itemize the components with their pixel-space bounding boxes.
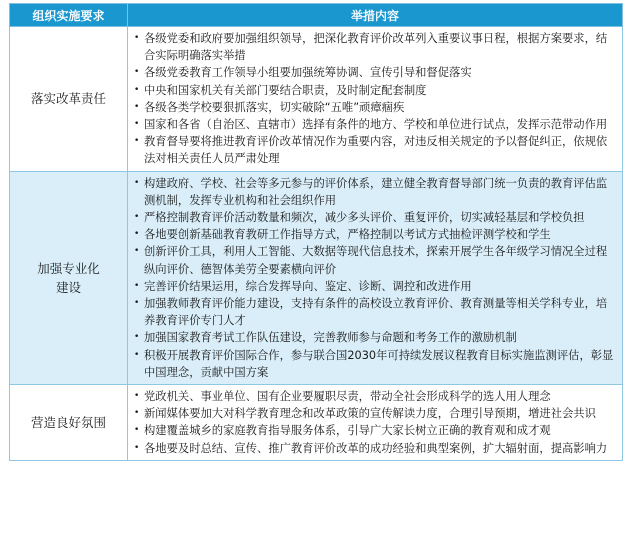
table-row	[10, 171, 623, 384]
header-requirement: 组织实施要求	[10, 4, 128, 27]
list-item: • 各级党委和政府要加强组织领导，把深化教育评价改革列入重要议事日程，根据方案要求，结合实际明确落实举措	[134, 30, 616, 64]
category-cell	[10, 171, 128, 384]
table-row	[10, 385, 623, 461]
header-row	[10, 4, 623, 27]
list-item: • 加强国家教育考试工作队伍建设，完善教师参与命题和考务工作的激励机制	[134, 329, 616, 346]
category-cell: 营造良好氛围	[10, 385, 128, 461]
measures-list	[134, 30, 616, 168]
measures-cell	[128, 27, 623, 172]
list-item: • 国家和各省（自治区、直辖市）选择有条件的地方、学校和单位进行试点，发挥示范带动作用	[134, 116, 616, 133]
category-line: 加强专业化	[37, 260, 100, 276]
measures-list	[134, 388, 616, 457]
table-row	[10, 27, 623, 172]
measures-table	[9, 3, 623, 461]
list-item: • 积极开展教育评价国际合作，参与联合国2030年可持续发展议程教育目标实施监测评估，彰显中国理念，贡献中国方案	[134, 347, 616, 381]
list-item: • 构建政府、学校、社会等多元参与的评价体系，建立健全教育督导部门统一负责的教育评估监测机制，发挥专业机构和社会组织作用	[134, 175, 616, 209]
measures-table-container	[9, 3, 622, 461]
list-item: • 新闻媒体要加大对科学教育理念和改革政策的宣传解读力度，合理引导预期，增进社会共识	[134, 405, 616, 422]
list-item: • 完善评价结果运用，综合发挥导向、鉴定、诊断、调控和改进作用	[134, 278, 616, 295]
list-item: • 各地要创新基础教育教研工作指导方式，严格控制以考试方式抽检评测学校和学生	[134, 226, 616, 243]
measures-cell	[128, 385, 623, 461]
list-item: • 党政机关、事业单位、国有企业要履职尽责，带动全社会形成科学的选人用人理念	[134, 388, 616, 405]
category-line: 建设	[55, 279, 81, 295]
category-cell: 落实改革责任	[10, 27, 128, 172]
list-item: • 各级各类学校要狠抓落实，切实破除“五唯”顽瘴痼疾	[134, 99, 616, 116]
list-item: • 中央和国家机关有关部门要结合职责，及时制定配套制度	[134, 82, 616, 99]
list-item: • 各地要及时总结、宣传、推广教育评价改革的成功经验和典型案例，扩大辐射面，提高影响力	[134, 440, 616, 457]
measures-list	[134, 175, 616, 381]
list-item: • 严格控制教育评价活动数量和频次，减少多头评价、重复评价，切实减轻基层和学校负担	[134, 209, 616, 226]
measures-cell	[128, 171, 623, 384]
list-item: • 构建覆盖城乡的家庭教育指导服务体系，引导广大家长树立正确的教育观和成才观	[134, 422, 616, 439]
list-item: • 各级党委教育工作领导小组要加强统筹协调、宣传引导和督促落实	[134, 64, 616, 81]
list-item: • 创新评价工具，利用人工智能、大数据等现代信息技术，探索开展学生各年级学习情况全过程纵向评价、德智体美劳全要素横向评价	[134, 243, 616, 277]
header-measures: 举措内容	[128, 4, 623, 27]
list-item: • 教育督导要将推进教育评价改革情况作为重要内容，对违反相关规定的予以督促纠正，依规依法对相关责任人员严肃处理	[134, 133, 616, 167]
list-item: • 加强教师教育评价能力建设，支持有条件的高校设立教育评价、教育测量等相关学科专业，培养教育评价专门人才	[134, 295, 616, 329]
